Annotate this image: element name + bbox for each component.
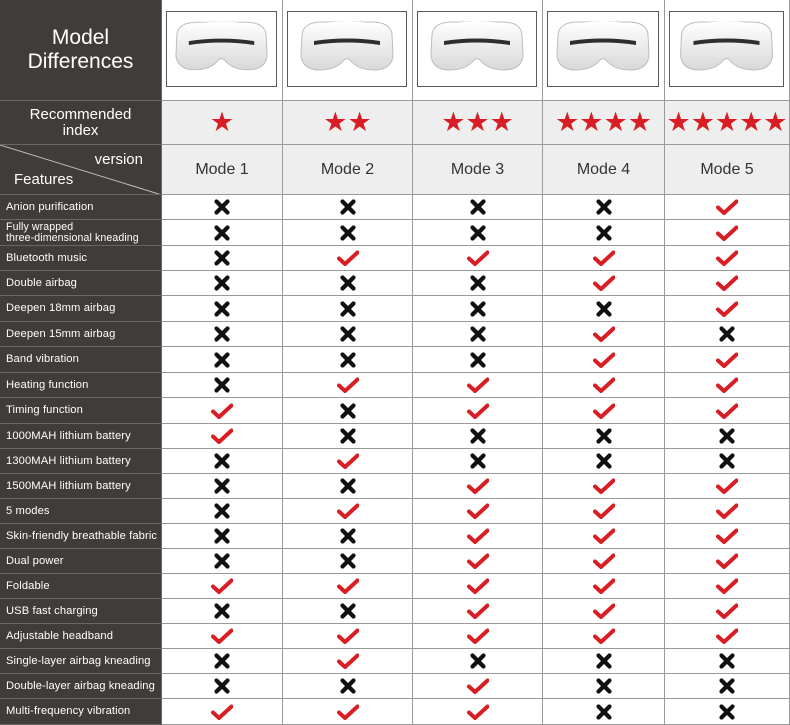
cross-icon [214, 678, 230, 694]
check-cell [162, 574, 283, 599]
cross-cell [283, 398, 413, 424]
cross-icon [214, 377, 230, 393]
cross-cell [162, 649, 283, 674]
check-icon [337, 250, 359, 266]
check-icon [716, 528, 738, 544]
check-cell [283, 649, 413, 674]
rating-stars: ★★★★ [555, 107, 652, 137]
title-cell [0, 0, 162, 101]
check-cell [665, 271, 790, 296]
cross-icon [214, 653, 230, 669]
check-cell [665, 574, 790, 599]
cross-cell [413, 449, 543, 474]
cross-cell [283, 674, 413, 699]
rating-stars: ★★★★★ [666, 107, 788, 137]
check-cell [665, 624, 790, 649]
cross-icon [470, 199, 486, 215]
check-cell [162, 624, 283, 649]
feature-label: 1500MAH lithium battery [0, 474, 162, 499]
recommended-index-cell [283, 101, 413, 145]
check-icon [467, 528, 489, 544]
check-cell [413, 674, 543, 699]
check-icon [337, 578, 359, 594]
cross-icon [340, 428, 356, 444]
check-cell [283, 499, 413, 524]
mode-header: Mode 1 [162, 145, 283, 195]
check-cell [413, 599, 543, 624]
cross-cell [283, 524, 413, 549]
mode-header: Mode 2 [283, 145, 413, 195]
check-icon [337, 377, 359, 393]
cross-icon [719, 326, 735, 342]
check-icon [593, 403, 615, 419]
rating-stars: ★★ [323, 107, 372, 137]
cross-cell [413, 195, 543, 220]
check-cell [283, 574, 413, 599]
cross-icon [214, 199, 230, 215]
check-icon [593, 503, 615, 519]
cross-icon [719, 453, 735, 469]
cross-icon [719, 704, 735, 720]
cross-cell [283, 549, 413, 574]
cross-cell [283, 599, 413, 624]
cross-icon [214, 553, 230, 569]
check-icon [716, 503, 738, 519]
check-icon [716, 578, 738, 594]
check-icon [467, 704, 489, 720]
cross-cell [162, 195, 283, 220]
recommended-index-cell [413, 101, 543, 145]
check-icon [716, 301, 738, 317]
cross-cell [413, 322, 543, 347]
recommended-index-cell [665, 101, 790, 145]
cross-cell [543, 220, 665, 246]
check-cell [665, 398, 790, 424]
check-cell [543, 549, 665, 574]
cross-icon [340, 678, 356, 694]
cross-icon [214, 326, 230, 342]
check-icon [593, 628, 615, 644]
check-icon [211, 403, 233, 419]
feature-label: Deepen 18mm airbag [0, 296, 162, 322]
cross-cell [283, 424, 413, 449]
cross-icon [214, 275, 230, 291]
feature-label: Bluetooth music [0, 246, 162, 271]
model-image-cell [665, 0, 790, 101]
check-icon [467, 503, 489, 519]
cross-icon [470, 275, 486, 291]
feature-label: Timing function [0, 398, 162, 424]
check-cell [413, 574, 543, 599]
cross-cell [543, 699, 665, 725]
cross-icon [470, 301, 486, 317]
cross-cell [543, 449, 665, 474]
mode-header: Mode 4 [543, 145, 665, 195]
cross-icon [470, 453, 486, 469]
check-cell [543, 524, 665, 549]
check-icon [593, 578, 615, 594]
feature-label: Double airbag [0, 271, 162, 296]
model-image-cell [413, 0, 543, 101]
check-cell [162, 424, 283, 449]
version-label: version [94, 151, 143, 168]
feature-label: Multi-frequency vibration [0, 699, 162, 725]
check-cell [665, 347, 790, 373]
cross-cell [283, 220, 413, 246]
check-cell [665, 220, 790, 246]
recommended-index-cell [543, 101, 665, 145]
cross-cell [162, 246, 283, 271]
check-cell [162, 699, 283, 725]
check-cell [665, 195, 790, 220]
check-icon [211, 578, 233, 594]
check-cell [283, 246, 413, 271]
check-cell [543, 574, 665, 599]
feature-label: Heating function [0, 373, 162, 398]
cross-cell [665, 449, 790, 474]
product-image [417, 11, 537, 87]
check-cell [413, 624, 543, 649]
cross-icon [340, 553, 356, 569]
cross-cell [162, 599, 283, 624]
cross-icon [470, 326, 486, 342]
cross-icon [214, 225, 230, 241]
check-icon [716, 478, 738, 494]
check-cell [665, 524, 790, 549]
check-icon [211, 628, 233, 644]
cross-cell [283, 474, 413, 499]
cross-icon [340, 403, 356, 419]
check-cell [413, 699, 543, 725]
check-icon [593, 528, 615, 544]
cross-cell [665, 674, 790, 699]
check-cell [665, 599, 790, 624]
cross-icon [214, 528, 230, 544]
check-icon [337, 704, 359, 720]
cross-cell [413, 271, 543, 296]
cross-cell [162, 322, 283, 347]
check-cell [543, 322, 665, 347]
cross-cell [413, 347, 543, 373]
check-icon [716, 199, 738, 215]
check-cell [543, 246, 665, 271]
cross-cell [283, 347, 413, 373]
check-cell [283, 699, 413, 725]
cross-icon [719, 653, 735, 669]
check-cell [543, 499, 665, 524]
cross-cell [162, 347, 283, 373]
cross-icon [470, 428, 486, 444]
cross-cell [283, 195, 413, 220]
check-cell [283, 373, 413, 398]
check-icon [467, 578, 489, 594]
feature-label: Skin-friendly breathable fabric [0, 524, 162, 549]
model-image-cell [543, 0, 665, 101]
cross-cell [543, 649, 665, 674]
cross-cell [283, 271, 413, 296]
cross-cell [162, 549, 283, 574]
check-icon [716, 250, 738, 266]
cross-icon [596, 653, 612, 669]
check-cell [543, 271, 665, 296]
check-icon [593, 275, 615, 291]
cross-cell [162, 220, 283, 246]
check-icon [716, 352, 738, 368]
check-icon [593, 478, 615, 494]
check-icon [467, 678, 489, 694]
check-icon [593, 352, 615, 368]
cross-icon [470, 352, 486, 368]
cross-icon [340, 225, 356, 241]
feature-label: USB fast charging [0, 599, 162, 624]
recommended-index-cell [162, 101, 283, 145]
cross-icon [340, 301, 356, 317]
check-cell [413, 373, 543, 398]
check-icon [467, 250, 489, 266]
feature-label: Anion purification [0, 195, 162, 220]
cross-icon [596, 453, 612, 469]
check-icon [593, 377, 615, 393]
check-cell [413, 246, 543, 271]
check-icon [467, 377, 489, 393]
recommended-index-label: Recommended index [0, 101, 162, 145]
feature-label: Band vibration [0, 347, 162, 373]
cross-cell [665, 649, 790, 674]
rating-stars: ★ [209, 107, 235, 137]
check-icon [211, 704, 233, 720]
cross-cell [543, 424, 665, 449]
cross-icon [340, 528, 356, 544]
cross-cell [283, 296, 413, 322]
check-icon [593, 326, 615, 342]
cross-cell [283, 322, 413, 347]
rating-stars: ★★★ [441, 107, 514, 137]
feature-label: 1300MAH lithium battery [0, 449, 162, 474]
check-cell [665, 246, 790, 271]
cross-icon [719, 428, 735, 444]
check-icon [716, 403, 738, 419]
cross-cell [413, 296, 543, 322]
check-cell [665, 474, 790, 499]
cross-icon [340, 326, 356, 342]
cross-icon [214, 250, 230, 266]
feature-label: Deepen 15mm airbag [0, 322, 162, 347]
mode-header: Mode 3 [413, 145, 543, 195]
model-image-cell [283, 0, 413, 101]
mode-header: Mode 5 [665, 145, 790, 195]
product-image [669, 11, 784, 87]
cross-cell [413, 649, 543, 674]
cross-icon [596, 225, 612, 241]
check-icon [716, 553, 738, 569]
cross-icon [596, 428, 612, 444]
check-cell [543, 599, 665, 624]
cross-cell [413, 424, 543, 449]
feature-label: Double-layer airbag kneading [0, 674, 162, 699]
cross-cell [162, 271, 283, 296]
feature-label: Single-layer airbag kneading [0, 649, 162, 674]
cross-icon [214, 453, 230, 469]
product-image [166, 11, 277, 87]
features-label: Features [14, 171, 74, 188]
check-cell [665, 549, 790, 574]
cross-icon [596, 199, 612, 215]
cross-icon [214, 352, 230, 368]
cross-icon [214, 301, 230, 317]
check-icon [337, 653, 359, 669]
check-cell [413, 524, 543, 549]
cross-cell [665, 699, 790, 725]
check-cell [543, 373, 665, 398]
cross-icon [214, 478, 230, 494]
feature-label: Fully wrapped three-dimensional kneading [0, 220, 162, 246]
cross-cell [543, 296, 665, 322]
feature-label: 1000MAH lithium battery [0, 424, 162, 449]
cross-icon [596, 704, 612, 720]
check-icon [467, 403, 489, 419]
cross-icon [214, 503, 230, 519]
cross-cell [162, 524, 283, 549]
product-image [547, 11, 659, 87]
check-cell [413, 549, 543, 574]
feature-label: Dual power [0, 549, 162, 574]
feature-label: Adjustable headband [0, 624, 162, 649]
feature-label: Foldable [0, 574, 162, 599]
feature-label: 5 modes [0, 499, 162, 524]
cross-icon [596, 678, 612, 694]
cross-cell [162, 674, 283, 699]
check-icon [337, 628, 359, 644]
check-cell [413, 499, 543, 524]
cross-icon [470, 653, 486, 669]
check-icon [467, 603, 489, 619]
check-icon [337, 503, 359, 519]
check-icon [593, 603, 615, 619]
cross-cell [162, 474, 283, 499]
cross-cell [665, 424, 790, 449]
cross-icon [340, 352, 356, 368]
check-cell [543, 624, 665, 649]
check-cell [162, 398, 283, 424]
check-cell [283, 624, 413, 649]
check-cell [413, 398, 543, 424]
cross-cell [162, 373, 283, 398]
cross-icon [340, 603, 356, 619]
check-icon [716, 225, 738, 241]
check-cell [413, 474, 543, 499]
cross-cell [162, 449, 283, 474]
cross-icon [340, 199, 356, 215]
cross-cell [162, 499, 283, 524]
check-cell [283, 449, 413, 474]
check-cell [665, 499, 790, 524]
cross-cell [543, 195, 665, 220]
check-icon [467, 478, 489, 494]
cross-icon [719, 678, 735, 694]
check-icon [593, 250, 615, 266]
cross-icon [470, 225, 486, 241]
cross-cell [162, 296, 283, 322]
cross-cell [665, 322, 790, 347]
cross-icon [596, 301, 612, 317]
check-icon [337, 453, 359, 469]
cross-cell [543, 674, 665, 699]
product-image [287, 11, 407, 87]
check-cell [543, 347, 665, 373]
check-icon [716, 275, 738, 291]
check-cell [543, 474, 665, 499]
check-icon [716, 377, 738, 393]
cross-icon [340, 478, 356, 494]
check-cell [665, 373, 790, 398]
check-icon [467, 553, 489, 569]
check-icon [716, 628, 738, 644]
check-icon [716, 603, 738, 619]
cross-icon [214, 603, 230, 619]
check-cell [543, 398, 665, 424]
check-icon [593, 553, 615, 569]
cross-cell [413, 220, 543, 246]
page-title: Model Differences [27, 26, 134, 73]
model-image-cell [162, 0, 283, 101]
version-features-header [0, 145, 162, 195]
cross-icon [340, 275, 356, 291]
check-cell [665, 296, 790, 322]
check-icon [211, 428, 233, 444]
check-icon [467, 628, 489, 644]
